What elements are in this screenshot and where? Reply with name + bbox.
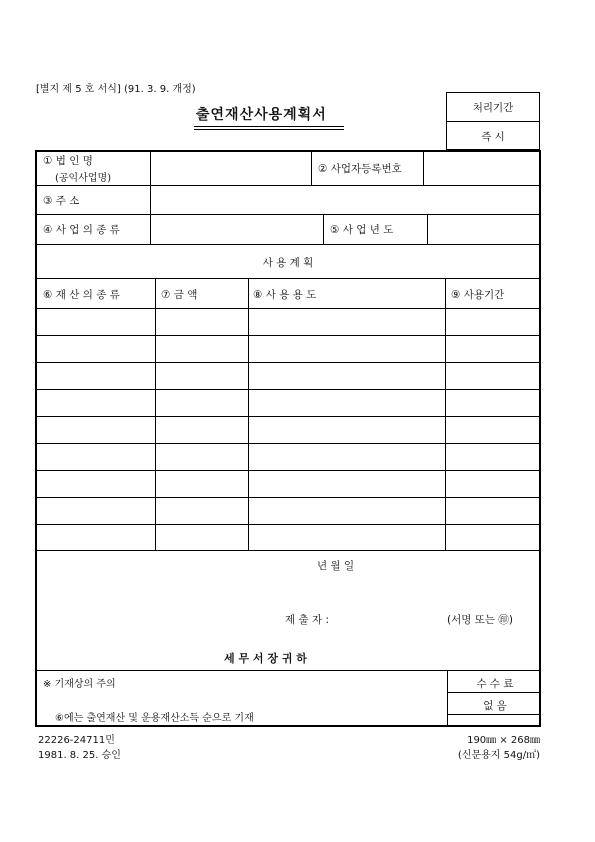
- title-underline: [194, 126, 344, 127]
- corp-name-label: ① 법 인 명: [43, 155, 93, 167]
- biz-year-label: ⑤ 사 업 년 도: [330, 224, 394, 236]
- biz-reg-number-field[interactable]: [424, 153, 539, 184]
- col-asset-type: ⑥ 재 산 의 종 류: [43, 289, 120, 301]
- footer-approval: 1981. 8. 25. 승인: [38, 750, 121, 761]
- col-amount: ⑦ 금 액: [161, 289, 198, 301]
- col-period: ⑨ 사용기간: [451, 289, 505, 301]
- biz-reg-number-label: ② 사업자등록번호: [318, 163, 402, 175]
- processing-period-label: 처리기간: [472, 102, 514, 114]
- col-usage: ⑧ 사 용 용 도: [253, 289, 317, 301]
- signature-label: (서명 또는 ㊞): [447, 614, 513, 626]
- address-label: ③ 주 소: [43, 195, 80, 207]
- corp-name-sublabel: (공익사업명): [55, 173, 112, 184]
- processing-period-box: [446, 92, 540, 150]
- biz-type-label: ④ 사 업 의 종 류: [43, 224, 120, 236]
- fee-value: 없 음: [483, 700, 507, 712]
- footer-paper: (신문용지 54g/㎡): [457, 750, 540, 761]
- address-field[interactable]: [151, 186, 539, 213]
- usage-plan-header: 사 용 계 획: [262, 257, 314, 269]
- corp-name-field[interactable]: [151, 153, 310, 184]
- biz-type-field[interactable]: [151, 215, 322, 243]
- page-title: 출연재산사용계획서: [196, 107, 327, 123]
- date-line: 년 월 일: [317, 560, 355, 572]
- form-table: [35, 150, 541, 727]
- title-underline-2: [194, 129, 344, 130]
- footer-code: 22226-24711민: [38, 735, 115, 746]
- addressee: 세 무 서 장 귀 하: [224, 652, 307, 665]
- notes-text: ⑥에는 출연재산 및 운용재산소득 순으로 기재: [55, 713, 254, 724]
- notes-heading: ※ 기재상의 주의: [43, 679, 116, 690]
- biz-year-field[interactable]: [428, 215, 539, 243]
- submitter-label: 제 출 자 :: [285, 614, 329, 626]
- processing-period-value: 즉 시: [481, 131, 505, 143]
- form-number-header: [별지 제 5 호 서식] (91. 3. 9. 개정): [36, 84, 196, 95]
- fee-label: 수 수 료: [476, 678, 514, 690]
- footer-size: 190㎜ × 268㎜: [467, 735, 540, 746]
